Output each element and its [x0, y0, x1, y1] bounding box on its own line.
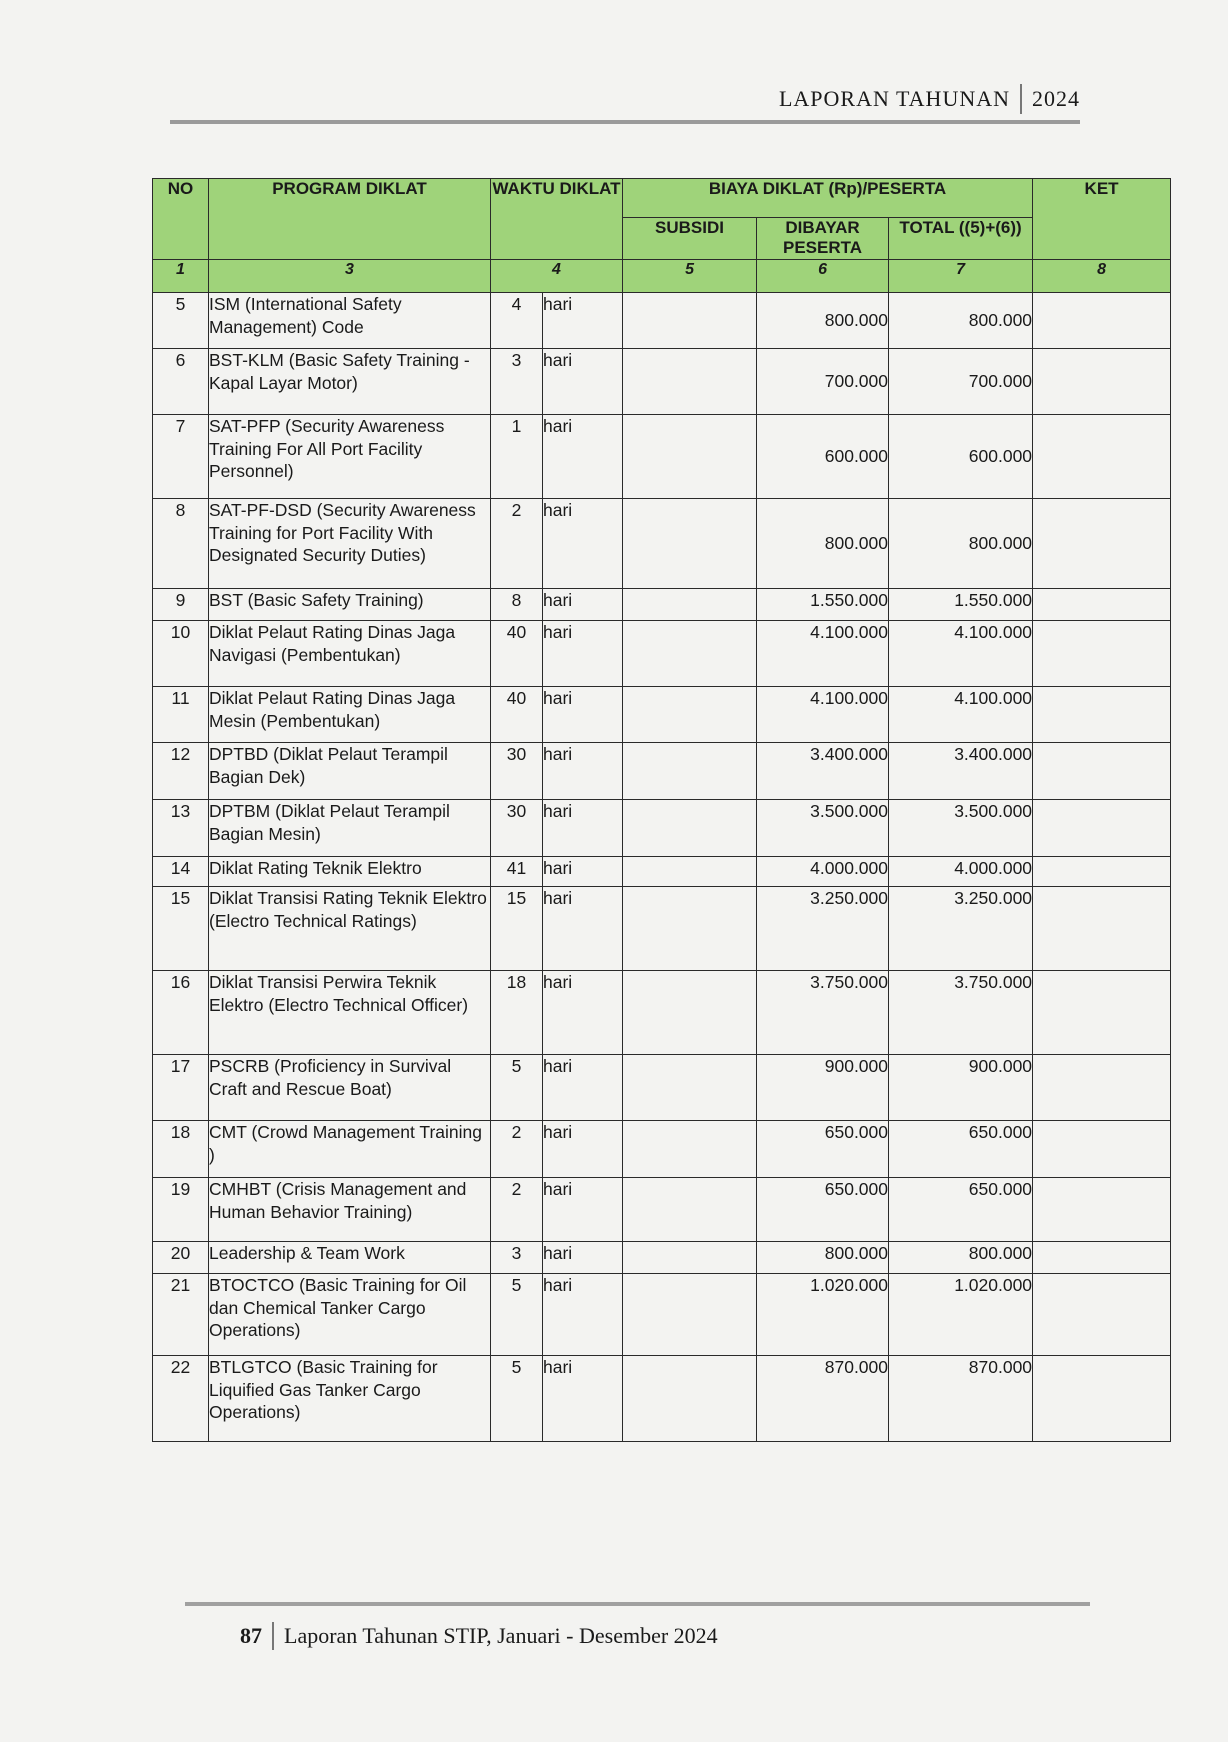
- total-value: 4.100.000: [889, 686, 1033, 742]
- row-number: 7: [153, 414, 209, 498]
- duration-value: 5: [491, 1273, 543, 1355]
- ket-value: [1033, 886, 1171, 970]
- duration-value: 30: [491, 742, 543, 799]
- page-header: [170, 78, 1080, 124]
- duration-unit: hari: [543, 970, 623, 1054]
- header-title: [779, 84, 1080, 114]
- total-value: 870.000: [889, 1355, 1033, 1441]
- total-value: 1.550.000: [889, 588, 1033, 620]
- ket-value: [1033, 970, 1171, 1054]
- duration-unit: hari: [543, 1241, 623, 1273]
- dibayar-value: 900.000: [757, 1054, 889, 1120]
- total-value: 4.000.000: [889, 856, 1033, 886]
- duration-value: 18: [491, 970, 543, 1054]
- table-row: [153, 414, 1171, 498]
- duration-unit: hari: [543, 292, 623, 348]
- row-number: 15: [153, 886, 209, 970]
- program-name: CMHBT (Crisis Management and Human Behavior Training): [209, 1177, 491, 1241]
- dibayar-value: 600.000: [757, 414, 889, 498]
- ket-value: [1033, 1120, 1171, 1177]
- table-row: [153, 856, 1171, 886]
- duration-unit: hari: [543, 856, 623, 886]
- row-number: 9: [153, 588, 209, 620]
- dibayar-value: 3.500.000: [757, 799, 889, 856]
- ket-value: [1033, 414, 1171, 498]
- duration-unit: hari: [543, 1120, 623, 1177]
- ket-value: [1033, 1054, 1171, 1120]
- duration-value: 3: [491, 348, 543, 414]
- total-value: 650.000: [889, 1120, 1033, 1177]
- total-value: 900.000: [889, 1054, 1033, 1120]
- duration-unit: hari: [543, 886, 623, 970]
- ket-value: [1033, 292, 1171, 348]
- row-number: 6: [153, 348, 209, 414]
- ket-value: [1033, 1241, 1171, 1273]
- dibayar-value: 800.000: [757, 1241, 889, 1273]
- dibayar-value: 1.550.000: [757, 588, 889, 620]
- duration-unit: hari: [543, 742, 623, 799]
- program-name: Diklat Pelaut Rating Dinas Jaga Navigasi (Pembentukan): [209, 620, 491, 686]
- total-value: 3.400.000: [889, 742, 1033, 799]
- diklat-cost-table: [152, 178, 1171, 1442]
- duration-unit: hari: [543, 588, 623, 620]
- row-number: 12: [153, 742, 209, 799]
- table-row: [153, 498, 1171, 588]
- ket-value: [1033, 498, 1171, 588]
- row-number: 18: [153, 1120, 209, 1177]
- duration-value: 1: [491, 414, 543, 498]
- row-number: 11: [153, 686, 209, 742]
- total-value: 800.000: [889, 292, 1033, 348]
- total-value: 800.000: [889, 498, 1033, 588]
- program-name: Diklat Transisi Perwira Teknik Elektro (Electro Technical Officer): [209, 970, 491, 1054]
- total-value: 3.750.000: [889, 970, 1033, 1054]
- col-number: 1: [153, 259, 209, 292]
- col-header-total: TOTAL ((5)+(6)): [889, 218, 1033, 260]
- footer-rule: [185, 1602, 1090, 1606]
- subsidi-value: [623, 1241, 757, 1273]
- program-name: PSCRB (Proficiency in Survival Craft and Rescue Boat): [209, 1054, 491, 1120]
- dibayar-value: 650.000: [757, 1177, 889, 1241]
- col-number: 8: [1033, 259, 1171, 292]
- subsidi-value: [623, 970, 757, 1054]
- table-row: [153, 1054, 1171, 1120]
- subsidi-value: [623, 799, 757, 856]
- page-footer: [185, 1602, 1090, 1662]
- duration-value: 5: [491, 1355, 543, 1441]
- dibayar-value: 4.000.000: [757, 856, 889, 886]
- duration-value: 40: [491, 620, 543, 686]
- col-header-program: PROGRAM DIKLAT: [209, 179, 491, 260]
- col-number: 3: [209, 259, 491, 292]
- subsidi-value: [623, 856, 757, 886]
- col-header-waktu: WAKTU DIKLAT: [491, 179, 623, 260]
- col-header-no: NO: [153, 179, 209, 260]
- total-value: 1.020.000: [889, 1273, 1033, 1355]
- duration-unit: hari: [543, 799, 623, 856]
- row-number: 13: [153, 799, 209, 856]
- subsidi-value: [623, 498, 757, 588]
- subsidi-value: [623, 348, 757, 414]
- subsidi-value: [623, 1355, 757, 1441]
- ket-value: [1033, 856, 1171, 886]
- total-value: 600.000: [889, 414, 1033, 498]
- ket-value: [1033, 742, 1171, 799]
- footer-caption: Laporan Tahunan STIP, Januari - Desember 2024: [284, 1623, 718, 1648]
- dibayar-value: 870.000: [757, 1355, 889, 1441]
- dibayar-value: 800.000: [757, 498, 889, 588]
- row-number: 17: [153, 1054, 209, 1120]
- duration-value: 4: [491, 292, 543, 348]
- subsidi-value: [623, 1273, 757, 1355]
- total-value: 700.000: [889, 348, 1033, 414]
- row-number: 19: [153, 1177, 209, 1241]
- table-row: [153, 1177, 1171, 1241]
- duration-value: 5: [491, 1054, 543, 1120]
- header-report-title: LAPORAN TAHUNAN: [778, 86, 1010, 111]
- duration-value: 2: [491, 498, 543, 588]
- table-row: [153, 799, 1171, 856]
- row-number: 8: [153, 498, 209, 588]
- total-value: 3.500.000: [889, 799, 1033, 856]
- col-number: 4: [491, 259, 623, 292]
- subsidi-value: [623, 588, 757, 620]
- dibayar-value: 4.100.000: [757, 686, 889, 742]
- duration-unit: hari: [543, 620, 623, 686]
- duration-unit: hari: [543, 1177, 623, 1241]
- duration-value: 40: [491, 686, 543, 742]
- ket-value: [1033, 1273, 1171, 1355]
- duration-unit: hari: [543, 686, 623, 742]
- duration-value: 30: [491, 799, 543, 856]
- subsidi-value: [623, 1177, 757, 1241]
- table-row: [153, 1241, 1171, 1273]
- duration-unit: hari: [543, 498, 623, 588]
- subsidi-value: [623, 886, 757, 970]
- col-number: 7: [889, 259, 1033, 292]
- program-name: DPTBD (Diklat Pelaut Terampil Bagian Dek): [209, 742, 491, 799]
- program-name: Diklat Transisi Rating Teknik Elektro (Electro Technical Ratings): [209, 886, 491, 970]
- table-row: [153, 686, 1171, 742]
- row-number: 10: [153, 620, 209, 686]
- program-name: ISM (International Safety Management) Code: [209, 292, 491, 348]
- duration-value: 2: [491, 1177, 543, 1241]
- program-name: BST (Basic Safety Training): [209, 588, 491, 620]
- program-name: BST-KLM (Basic Safety Training - Kapal Layar Motor): [209, 348, 491, 414]
- col-header-subsidi: SUBSIDI: [623, 218, 757, 260]
- total-value: 4.100.000: [889, 620, 1033, 686]
- total-value: 3.250.000: [889, 886, 1033, 970]
- subsidi-value: [623, 1054, 757, 1120]
- duration-value: 41: [491, 856, 543, 886]
- table-row: [153, 1273, 1171, 1355]
- program-name: CMT (Crowd Management Training ): [209, 1120, 491, 1177]
- program-name: BTOCTCO (Basic Training for Oil dan Chemical Tanker Cargo Operations): [209, 1273, 491, 1355]
- program-name: Leadership & Team Work: [209, 1241, 491, 1273]
- table-row: [153, 1120, 1171, 1177]
- header-year: 2024: [1032, 86, 1080, 111]
- duration-unit: hari: [543, 348, 623, 414]
- program-name: DPTBM (Diklat Pelaut Terampil Bagian Mesin): [209, 799, 491, 856]
- dibayar-value: 4.100.000: [757, 620, 889, 686]
- table-row: [153, 970, 1171, 1054]
- dibayar-value: 3.400.000: [757, 742, 889, 799]
- program-name: Diklat Pelaut Rating Dinas Jaga Mesin (Pembentukan): [209, 686, 491, 742]
- row-number: 21: [153, 1273, 209, 1355]
- ket-value: [1033, 799, 1171, 856]
- ket-value: [1033, 620, 1171, 686]
- ket-value: [1033, 1355, 1171, 1441]
- table-row: [153, 620, 1171, 686]
- table-row: [153, 588, 1171, 620]
- subsidi-value: [623, 1120, 757, 1177]
- duration-value: 3: [491, 1241, 543, 1273]
- row-number: 22: [153, 1355, 209, 1441]
- table-row: [153, 886, 1171, 970]
- ket-value: [1033, 588, 1171, 620]
- duration-unit: hari: [543, 1054, 623, 1120]
- total-value: 650.000: [889, 1177, 1033, 1241]
- subsidi-value: [623, 414, 757, 498]
- dibayar-value: 3.750.000: [757, 970, 889, 1054]
- duration-unit: hari: [543, 414, 623, 498]
- duration-value: 15: [491, 886, 543, 970]
- dibayar-value: 700.000: [757, 348, 889, 414]
- table-body: [153, 292, 1171, 1441]
- subsidi-value: [623, 742, 757, 799]
- row-number: 14: [153, 856, 209, 886]
- footer-text: [240, 1622, 718, 1650]
- col-header-dibayar: DIBAYAR PESERTA: [757, 218, 889, 260]
- dibayar-value: 3.250.000: [757, 886, 889, 970]
- col-header-biaya: BIAYA DIKLAT (Rp)/PESERTA: [623, 179, 1033, 218]
- ket-value: [1033, 686, 1171, 742]
- program-name: Diklat Rating Teknik Elektro: [209, 856, 491, 886]
- subsidi-value: [623, 292, 757, 348]
- program-name: SAT-PF-DSD (Security Awareness Training for Port Facility With Designated Security Duties): [209, 498, 491, 588]
- ket-value: [1033, 1177, 1171, 1241]
- col-number: 6: [757, 259, 889, 292]
- header-rule: [170, 120, 1080, 124]
- row-number: 20: [153, 1241, 209, 1273]
- subsidi-value: [623, 620, 757, 686]
- table-row: [153, 1355, 1171, 1441]
- duration-unit: hari: [543, 1273, 623, 1355]
- program-name: SAT-PFP (Security Awareness Training For All Port Facility Personnel): [209, 414, 491, 498]
- dibayar-value: 650.000: [757, 1120, 889, 1177]
- footer-separator: [272, 1622, 274, 1650]
- row-number: 5: [153, 292, 209, 348]
- subsidi-value: [623, 686, 757, 742]
- row-number: 16: [153, 970, 209, 1054]
- duration-value: 8: [491, 588, 543, 620]
- col-header-ket: KET: [1033, 179, 1171, 260]
- ket-value: [1033, 348, 1171, 414]
- total-value: 800.000: [889, 1241, 1033, 1273]
- page-number: 87: [240, 1623, 262, 1648]
- duration-unit: hari: [543, 1355, 623, 1441]
- col-number: 5: [623, 259, 757, 292]
- dibayar-value: 1.020.000: [757, 1273, 889, 1355]
- program-name: BTLGTCO (Basic Training for Liquified Gas Tanker Cargo Operations): [209, 1355, 491, 1441]
- table-row: [153, 348, 1171, 414]
- dibayar-value: 800.000: [757, 292, 889, 348]
- header-separator: [1020, 84, 1022, 114]
- table-row: [153, 742, 1171, 799]
- table-row: [153, 292, 1171, 348]
- duration-value: 2: [491, 1120, 543, 1177]
